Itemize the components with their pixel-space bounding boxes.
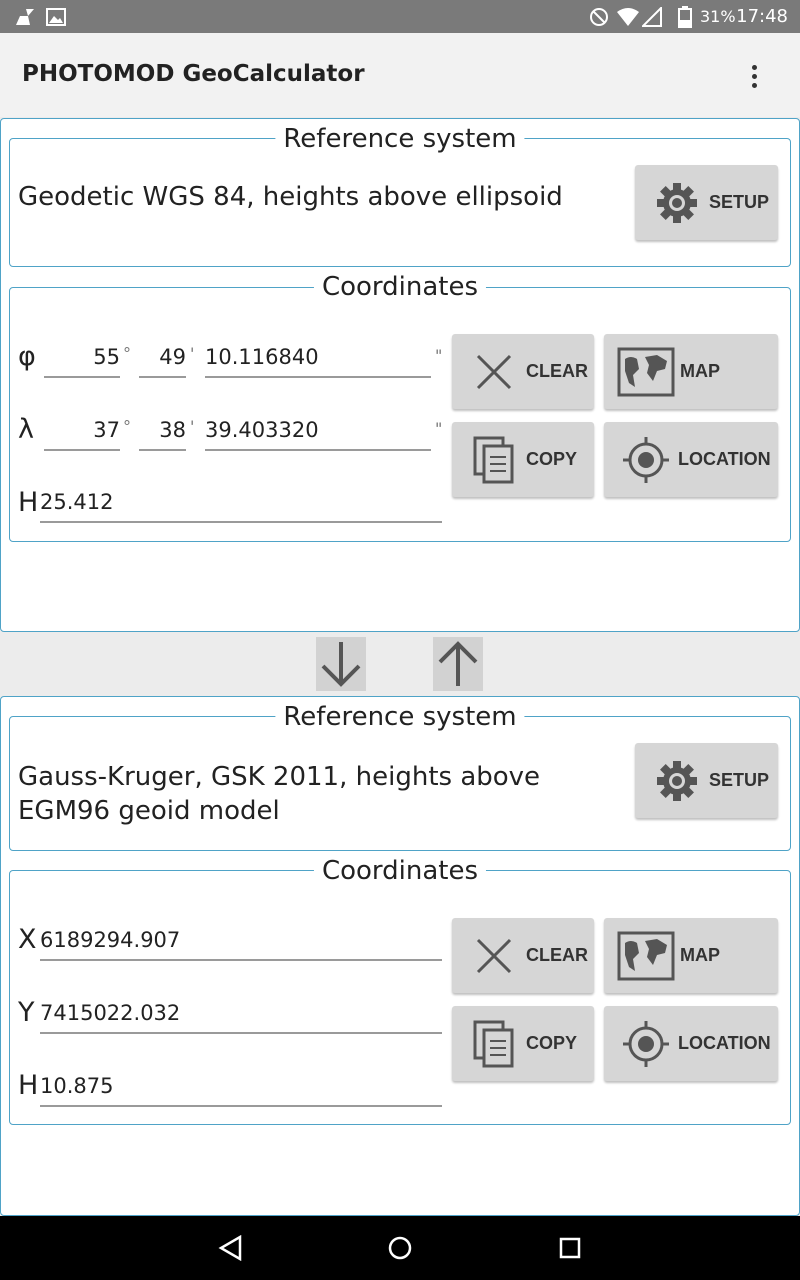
clock: 17:48 — [736, 6, 788, 27]
gear-icon — [655, 181, 699, 225]
height-symbol: H — [18, 487, 39, 518]
y-symbol: Y — [18, 997, 35, 1028]
degree-sign: ° — [123, 344, 131, 363]
location-target-icon — [622, 1020, 670, 1068]
location-label: LOCATION — [678, 1033, 771, 1053]
y-coordinate-input[interactable]: 7415022.032 — [40, 996, 442, 1034]
setup-label: SETUP — [709, 192, 770, 212]
status-bar — [0, 0, 800, 33]
map-button[interactable] — [604, 334, 778, 409]
second-sign: " — [435, 419, 443, 438]
source-setup-button[interactable] — [635, 165, 778, 240]
close-icon — [474, 936, 514, 976]
location-target-icon — [622, 436, 670, 484]
latitude-degrees-input[interactable]: 55 — [44, 340, 120, 378]
convert-down-button[interactable] — [316, 637, 366, 691]
latitude-minutes-input[interactable]: 49 — [139, 340, 186, 378]
overflow-menu-icon[interactable] — [742, 63, 766, 91]
copy-icon — [472, 1019, 516, 1069]
map-label: MAP — [680, 361, 720, 381]
wifi-icon — [616, 7, 640, 27]
second-sign: " — [435, 346, 443, 365]
location-label: LOCATION — [678, 449, 771, 469]
target-coordinates-legend: Coordinates — [314, 856, 486, 886]
gear-icon — [655, 759, 699, 803]
app-title: PHOTOMOD GeoCalculator — [22, 61, 365, 87]
copy-icon — [472, 435, 516, 485]
clear-button[interactable] — [452, 334, 594, 409]
longitude-seconds-input[interactable]: 39.403320 — [205, 413, 431, 451]
degree-sign: ° — [123, 417, 131, 436]
world-map-icon — [617, 347, 675, 397]
copy-label: COPY — [526, 449, 578, 469]
copy-button[interactable] — [452, 422, 594, 497]
arrow-up-icon — [436, 640, 480, 688]
clear-button[interactable] — [452, 918, 594, 993]
copy-label: COPY — [526, 1033, 578, 1053]
location-button[interactable] — [604, 422, 778, 497]
longitude-symbol: λ — [18, 414, 34, 445]
latitude-symbol: φ — [18, 341, 36, 372]
convert-up-button[interactable] — [433, 637, 483, 691]
app-bar — [0, 33, 800, 117]
map-button[interactable] — [604, 918, 778, 993]
do-not-disturb-icon — [588, 6, 610, 28]
latitude-seconds-input[interactable]: 10.116840 — [205, 340, 431, 378]
minute-sign: ' — [190, 417, 195, 436]
height-symbol: H — [18, 1070, 39, 1101]
setup-label: SETUP — [709, 770, 770, 790]
arrow-down-icon — [319, 640, 363, 688]
height-input[interactable]: 10.875 — [40, 1069, 442, 1107]
broom-icon — [12, 7, 36, 27]
clear-label: CLEAR — [526, 361, 588, 381]
signal-icon — [642, 7, 662, 27]
source-reference-legend: Reference system — [275, 124, 524, 154]
home-icon[interactable] — [387, 1235, 413, 1261]
battery-percent: 31% — [700, 7, 736, 26]
image-icon — [46, 8, 66, 26]
target-reference-name: Gauss-Kruger, GSK 2011, heights above EGM96 geoid model — [18, 762, 541, 826]
location-button[interactable] — [604, 1006, 778, 1081]
navigation-bar — [0, 1216, 800, 1280]
source-reference-name: Geodetic WGS 84, heights above ellipsoid — [18, 182, 563, 212]
x-symbol: X — [18, 924, 37, 955]
source-coordinates-legend: Coordinates — [314, 272, 486, 302]
copy-button[interactable] — [452, 1006, 594, 1081]
close-icon — [474, 352, 514, 392]
clear-label: CLEAR — [526, 945, 588, 965]
x-coordinate-input[interactable]: 6189294.907 — [40, 923, 442, 961]
target-setup-button[interactable] — [635, 743, 778, 818]
minute-sign: ' — [190, 344, 195, 363]
height-input[interactable]: 25.412 — [40, 485, 442, 523]
world-map-icon — [617, 931, 675, 981]
longitude-degrees-input[interactable]: 37 — [44, 413, 120, 451]
target-reference-legend: Reference system — [275, 702, 524, 732]
longitude-minutes-input[interactable]: 38 — [139, 413, 186, 451]
battery-icon — [678, 6, 692, 28]
map-label: MAP — [680, 945, 720, 965]
back-icon[interactable] — [218, 1235, 244, 1261]
recents-icon[interactable] — [558, 1236, 582, 1260]
